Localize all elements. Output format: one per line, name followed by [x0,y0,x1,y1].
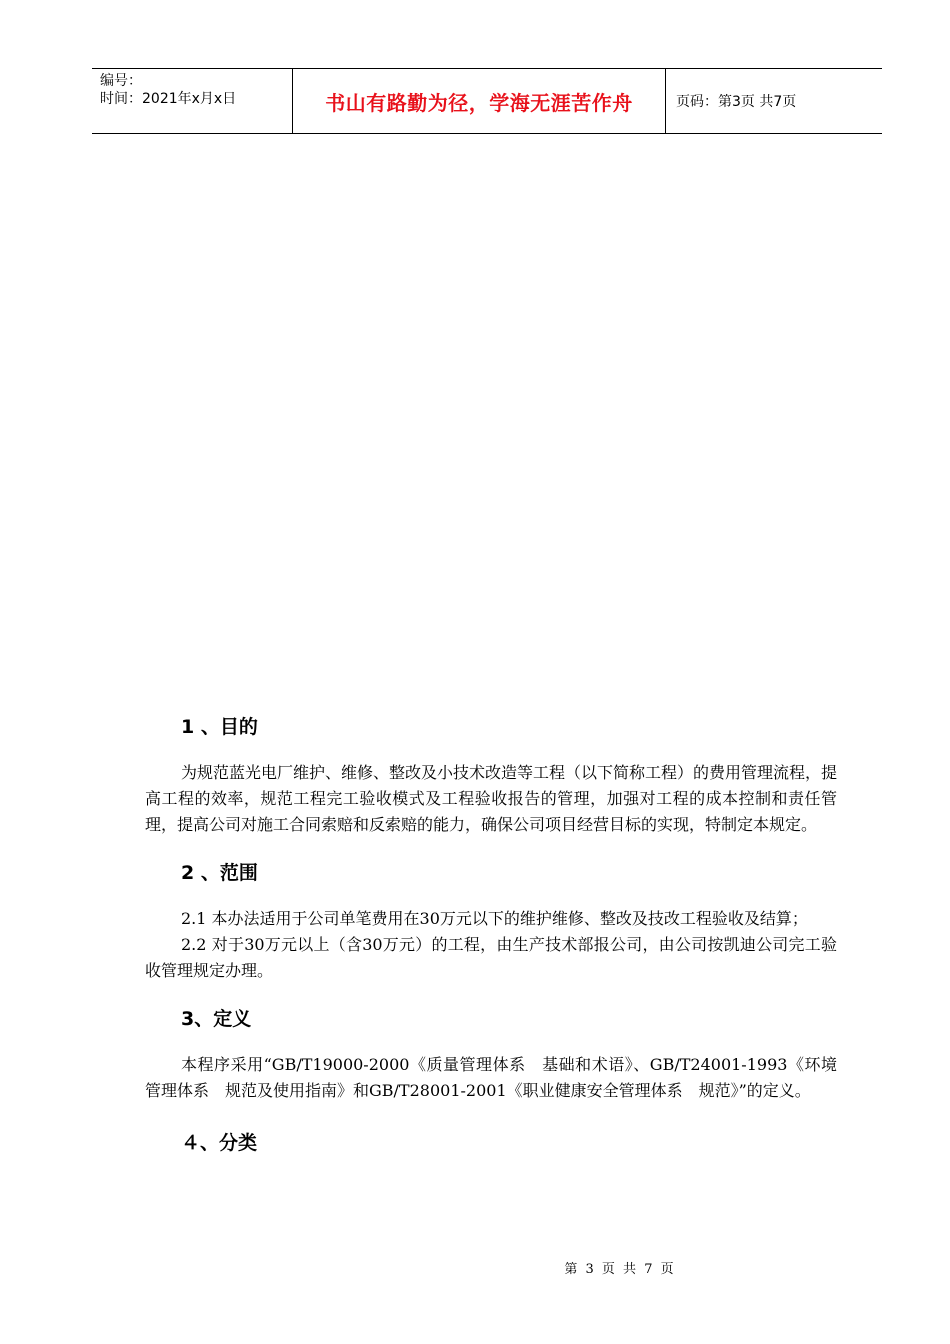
document-body [145,712,837,1158]
header-code-label: 编号： [100,73,142,89]
section-title: 2 、范围 [181,862,258,884]
section-classification [145,1128,837,1158]
header-meta [92,69,293,133]
section-title: 3、定义 [181,1008,252,1030]
paragraph: 2.2 对于30万元以上（含30万元）的工程，由生产技术部报公司，由公司按凯迪公司完工验收管理规定办理。 [145,935,837,980]
paragraph: 为规范蓝光电厂维护、维修、整改及小技术改造等工程（以下简称工程）的费用管理流程，提高工程的效率，规范工程完工验收模式及工程验收报告的管理，加强对工程的成本控制和责任管理，提高公司对施工合同索赔和反索赔的能力，确保公司项目经营目标的实现，特制定本规定。 [145,763,838,834]
section-scope [145,858,837,1004]
section-purpose [145,712,837,858]
header-motto: 书山有路勤为径，学海无涯苦作舟 [293,69,666,133]
header-date-label: 时间：2021年x月x日 [100,91,237,107]
paragraph: 本程序采用“GB/T19000-2000《质量管理体系 基础和术语》、GB/T24001-1993《环境管理体系 规范及使用指南》和GB/T28001-2001《职业健康安全管理体系 规范》”的定义。 [145,1055,837,1100]
section-title: ４、分类 [181,1132,258,1154]
page-header [92,68,882,134]
paragraph: 2.1 本办法适用于公司单笔费用在30万元以下的维护维修、整改及技改工程验收及结算； [181,909,808,928]
page-footer: 第 3 页 共 7 页 [564,1262,676,1277]
header-page-label: 页码：第3页 共7页 [676,94,797,110]
section-title: 1 、目的 [181,716,258,738]
section-definition [145,1004,837,1128]
